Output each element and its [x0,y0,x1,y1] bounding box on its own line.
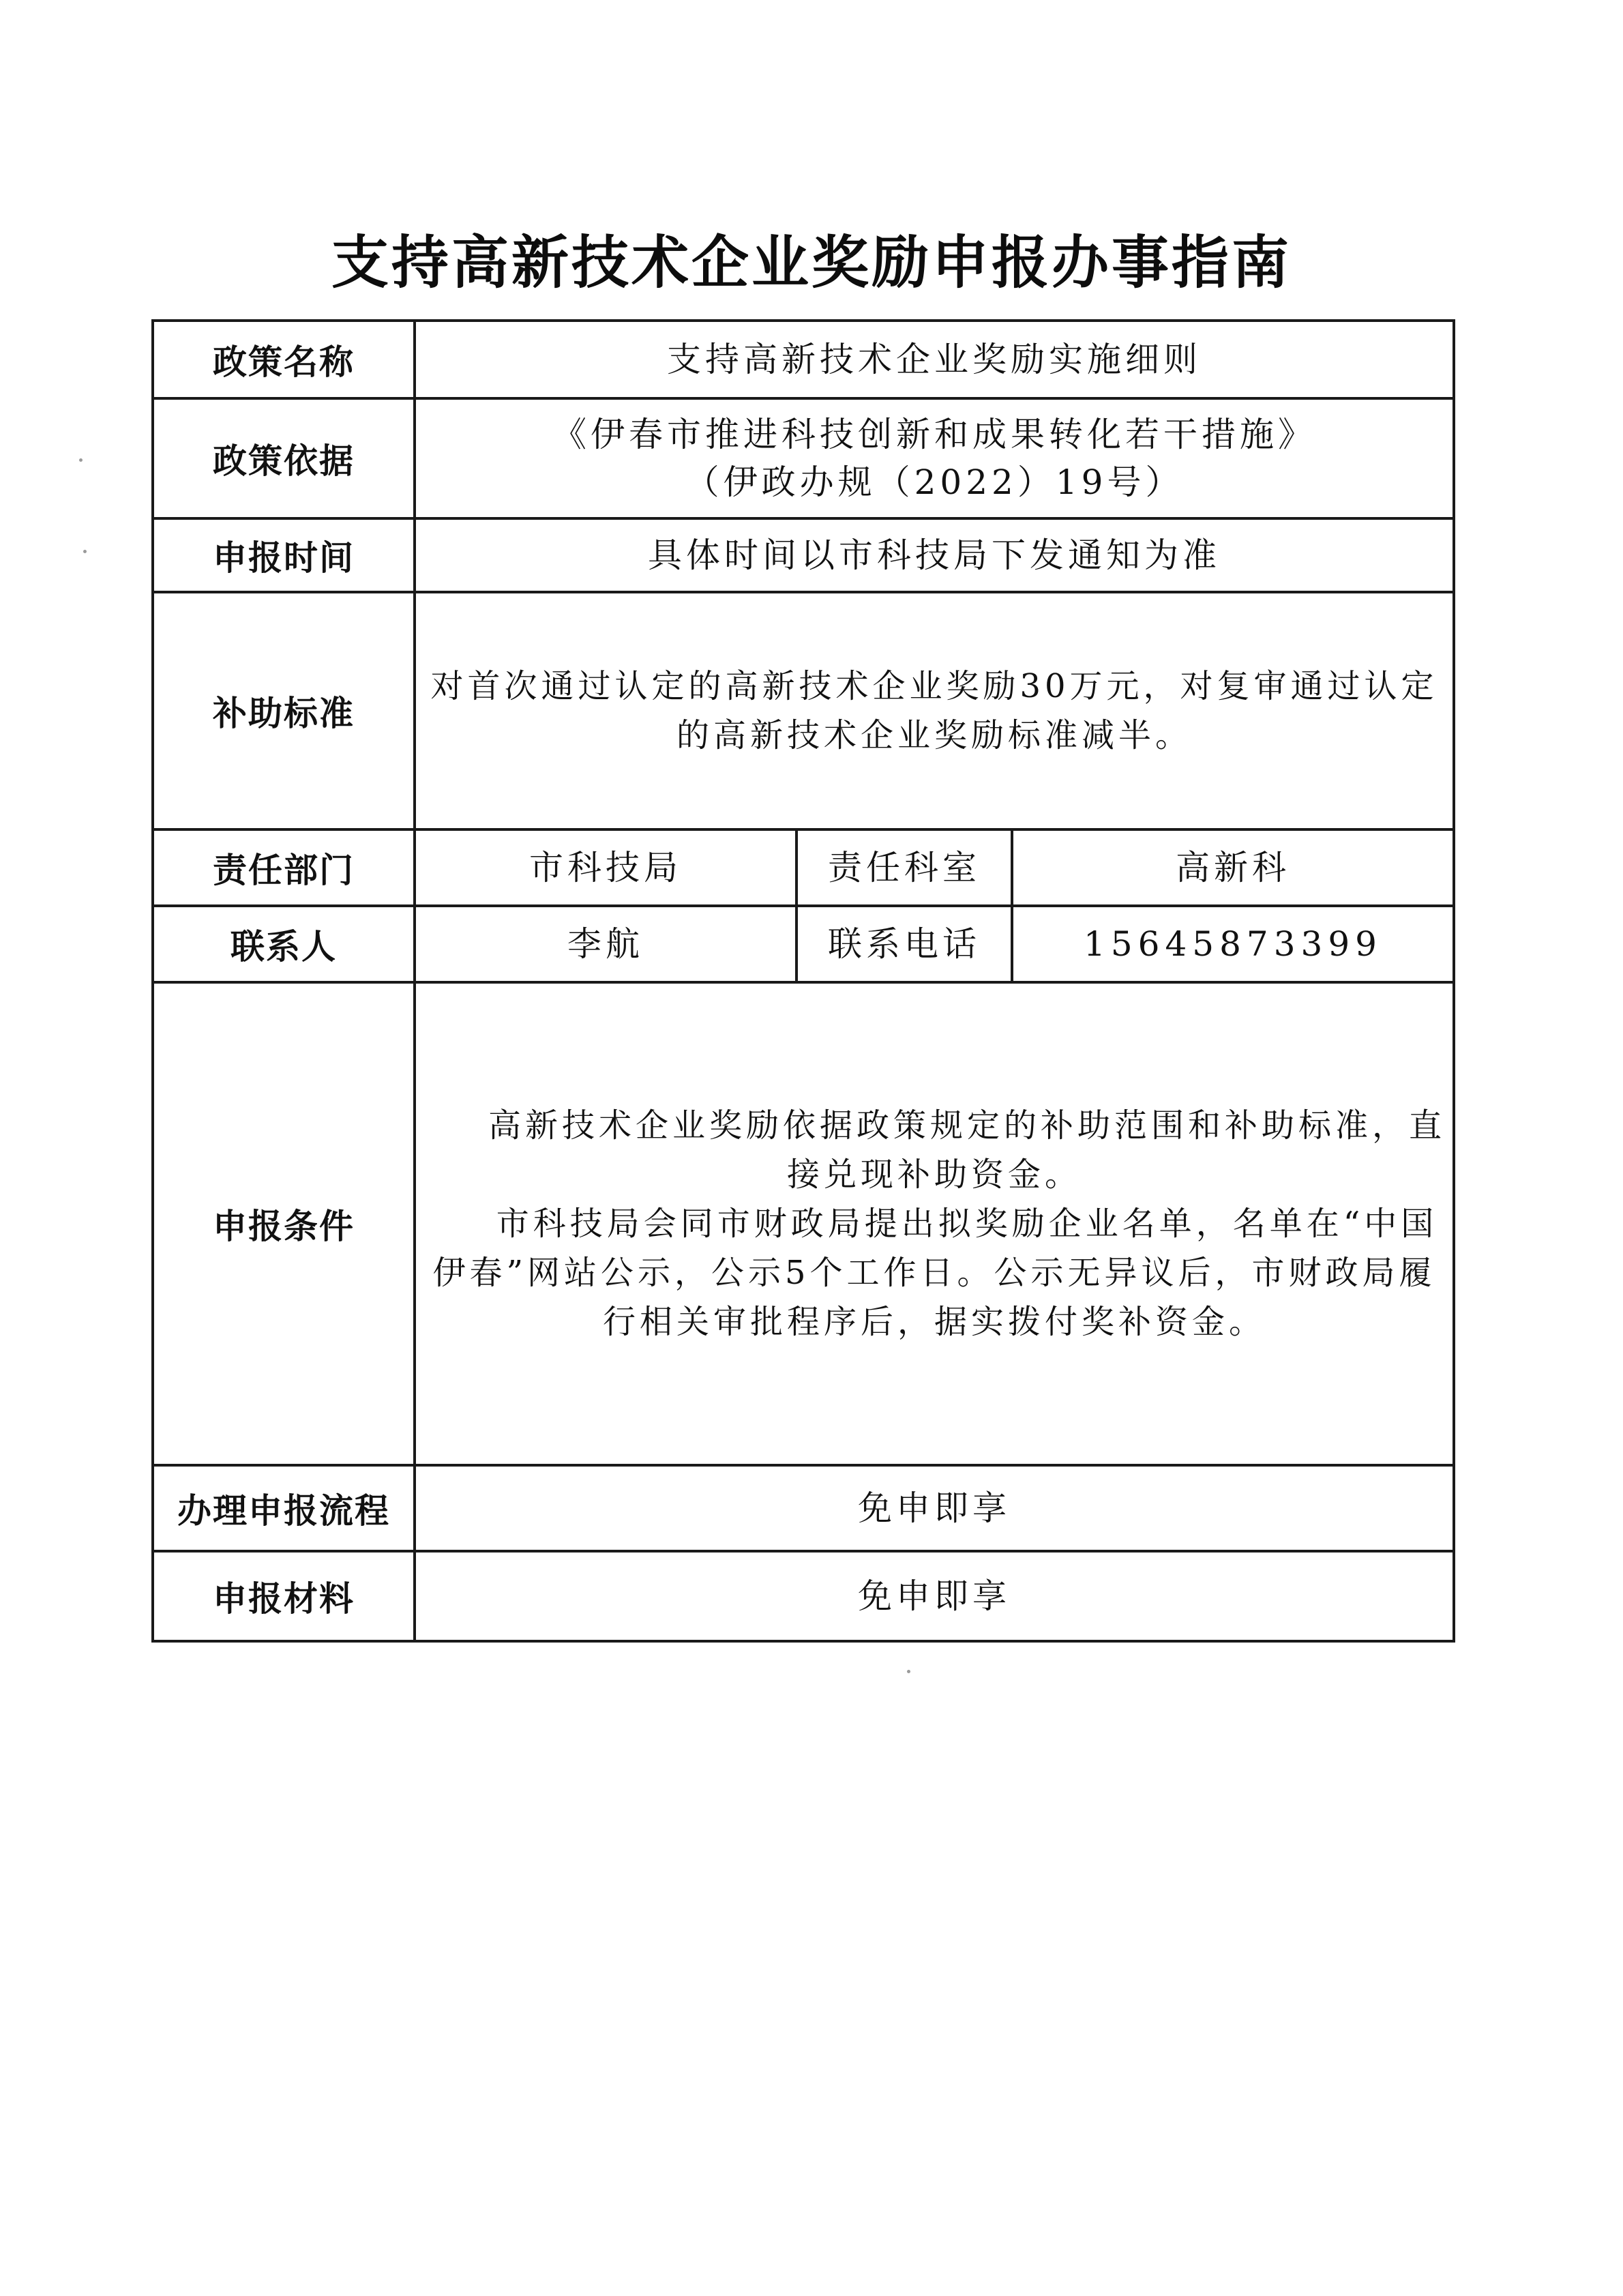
page-title: 支持高新技术企业奖励申报办事指南 [331,229,1292,296]
phone-value: 15645873399 [1012,906,1454,982]
conditions-paragraph-2: 市科技局会同市财政局提出拟奖励企业名单，名单在“中国伊春”网站公示，公示5个工作日。公示无异议后，市财政局履行相关审批程序后，据实拨付奖补资金。 [432,1205,1438,1341]
office-value: 高新科 [1012,829,1454,906]
conditions-paragraph-1: 高新技术企业奖励依据政策规定的补助范围和补助标准，直接兑现补助资金。 [488,1106,1446,1194]
process-value: 免申即享 [415,1465,1454,1551]
contact-value: 李航 [415,906,796,982]
row-subsidy-standard [153,592,1454,829]
row-contact [153,906,1454,982]
office-label: 责任科室 [796,829,1012,906]
scan-speck [79,458,83,462]
process-label: 办理申报流程 [153,1465,415,1551]
policy-name-label: 政策名称 [153,321,415,398]
policy-basis-document: 《伊春市推进科技创新和成果转化若干措施》 [552,415,1317,454]
row-materials [153,1551,1454,1641]
subsidy-standard-value [415,592,1454,829]
policy-basis-label: 政策依据 [153,398,415,518]
phone-label: 联系电话 [796,906,1012,982]
subsidy-standard-text: 对首次通过认定的高新技术企业奖励30万元，对复审通过认定的高新技术企业奖励标准减半。 [430,667,1438,754]
contact-label: 联系人 [153,906,415,982]
materials-label: 申报材料 [153,1551,415,1641]
scan-speck [907,1670,910,1673]
policy-name-value: 支持高新技术企业奖励实施细则 [415,321,1454,398]
row-conditions [153,982,1454,1465]
row-department [153,829,1454,906]
scan-speck [83,550,87,553]
row-apply-time [153,518,1454,592]
subsidy-standard-label: 补助标准 [153,592,415,829]
policy-basis-number: （伊政办规（2022）19号） [685,462,1184,502]
guide-table [151,319,1455,1643]
materials-value: 免申即享 [415,1551,1454,1641]
policy-basis-value [415,398,1454,518]
row-policy-name [153,321,1454,398]
conditions-label: 申报条件 [153,982,415,1465]
apply-time-label: 申报时间 [153,518,415,592]
conditions-value [415,982,1454,1465]
department-label: 责任部门 [153,829,415,906]
apply-time-value: 具体时间以市科技局下发通知为准 [415,518,1454,592]
row-process [153,1465,1454,1551]
department-value: 市科技局 [415,829,796,906]
row-policy-basis [153,398,1454,518]
